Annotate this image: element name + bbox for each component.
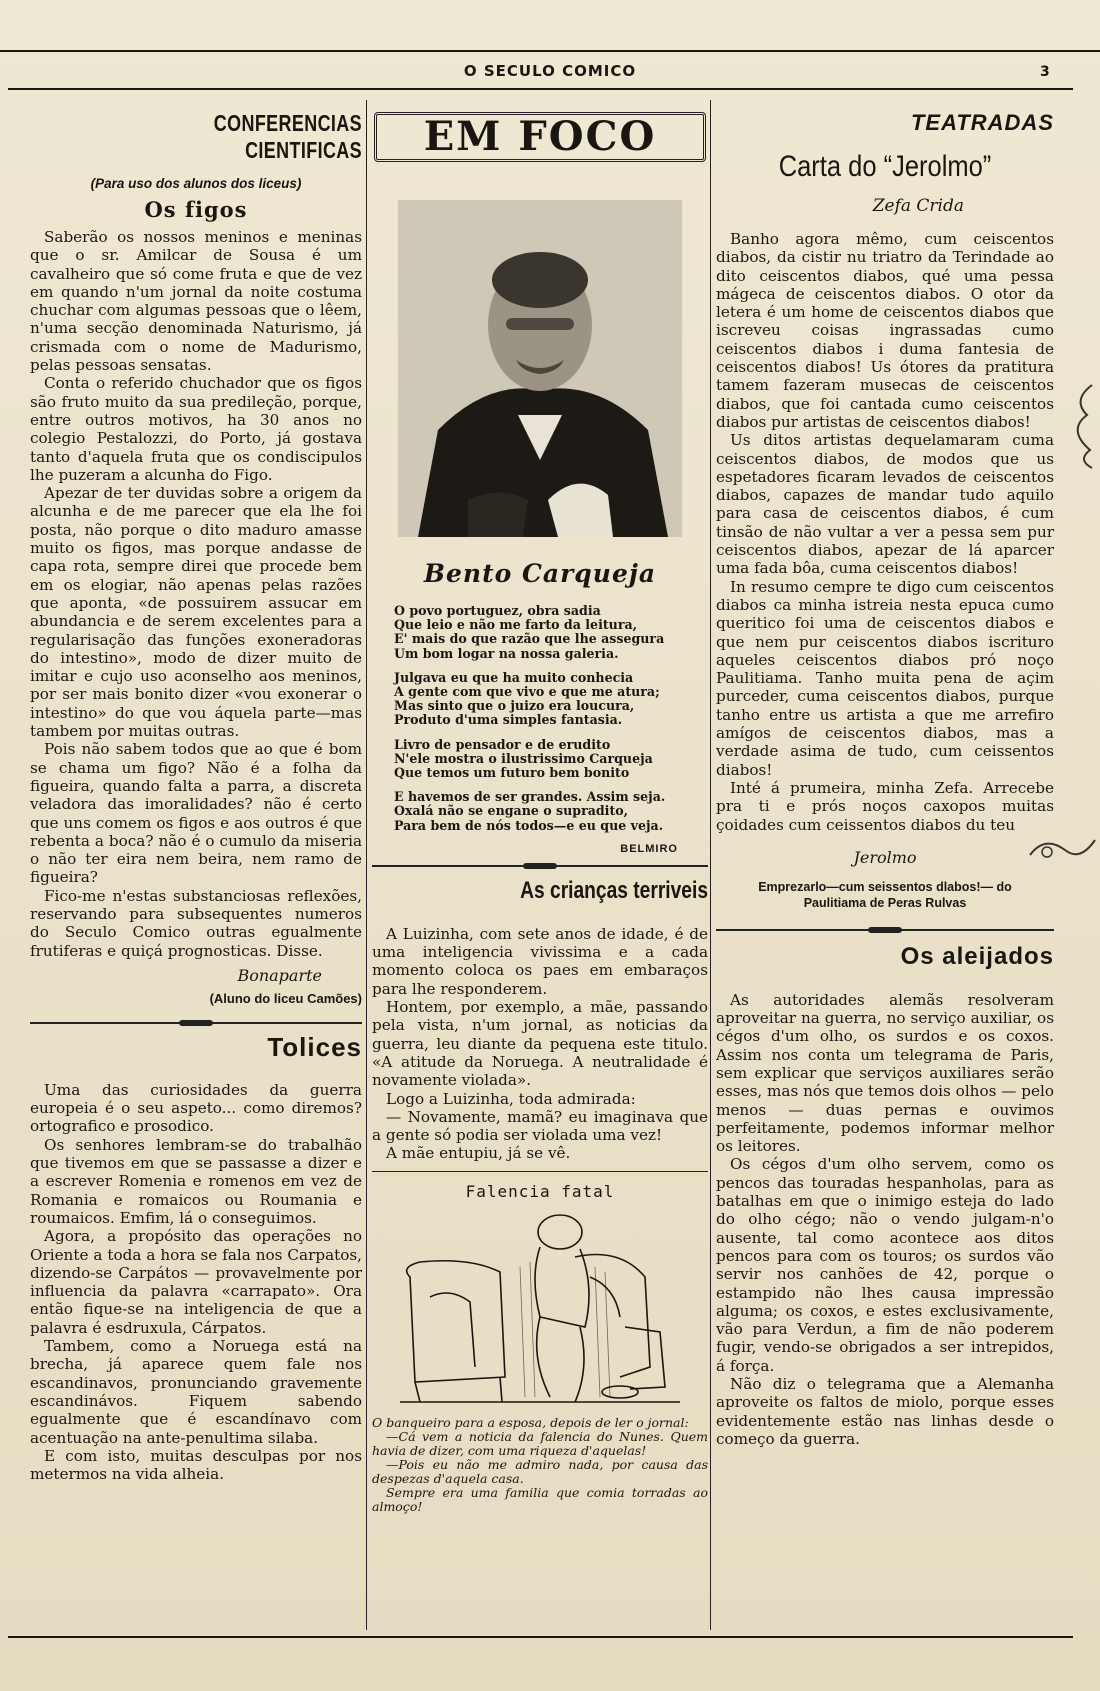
paragraph: Pois não sabem todos que ao que é bom se chama um figo? Não é a folha da figueira, quando falta a parra, a discreta veladora das imoralidades? não é certo que uns comem os figos e aos outros é que rebenta a boca? não é o cumulo da miseria o não ter eira nem beira, nem ramo de figueira? [30, 740, 362, 887]
caption-line: Sempre era uma familia que comia torradas ao almoço! [372, 1484, 708, 1514]
paragraph: E com isto, muitas desculpas por nos metermos na vida alheia. [30, 1446, 362, 1484]
paragraph: Inté á prumeira, minha Zefa. Arrecebe pra ti e prós noços caxopos muitas çoidades cum ceissentos diabos du teu [716, 778, 1054, 834]
poem-line: Que leio e não me farto da leitura, [394, 617, 638, 633]
paragraph: Saberão os nossos meninos e meninas que o sr. Amilcar de Sousa é um cavalheiro que só come fruta e que de vez em quando n'um jornal da noite costuma chuchar com algumas pessoas que o lêem, n'uma secção denominada Naturismo, já crismada com o nome de Madurismo, pelas pessoas sensatas. [30, 228, 362, 375]
column-divider-right [710, 100, 711, 1630]
section-subtitle: (Para uso dos alunos dos liceus) [90, 176, 302, 191]
signature-note: (Aluno do liceu Camões) [209, 990, 362, 1006]
signature-note: Emprezarlo—cum seissentos dlabos!— do Paulitiama de Peras Rulvas [758, 879, 1012, 910]
poem-stanza [394, 671, 708, 728]
poem-line: N'ele mostra o ilustrissimo Carqueja [394, 750, 653, 766]
poem-line: Livro de pensador e de erudito [394, 736, 611, 752]
letter-title: Carta do “Jerolmo” [778, 150, 992, 183]
section-title: CONFERENCIAS CIENTIFICAS [213, 110, 362, 163]
poem-line: A gente com que vivo e que me atura; [394, 684, 660, 700]
section-divider [30, 1022, 362, 1024]
poem-stanza [394, 738, 708, 781]
poem-line: Oxalá não se engane o supradito, [394, 803, 629, 819]
paragraph: Os cégos d'um olho servem, como os pencos das touradas hespanholas, para as batalhas em que o inimigo esteja do lado do olho cégo; não o vendo julgam-n'o ausente, tal como acontece aos ditos pencos para com os touros; os surdos vão servir nos canhões de 42, porque o estampido não lhes causa impressão alguma; os coxos, e estes exclusivamente, vão para Verdun, a fim de não poderem fugir, vendo-se obrigados a ser intrepidos, á força. [716, 1155, 1054, 1375]
poem-line: Para bem de nós todos—e eu que veja. [394, 817, 664, 833]
poem-line: E' mais do que razão que lhe assegura [394, 631, 665, 647]
poem-line: Um bom logar na nossa galeria. [394, 645, 619, 661]
poem-line: Julgava eu que ha muito conhecia [394, 669, 634, 685]
paragraph: Não diz o telegrama que a Alemanha aproveite os faltos de miolo, porque esses evidentemente estão nas linhas desde o começo da guerra. [716, 1375, 1054, 1448]
paragraph: Conta o referido chuchador que os figos são fruto muito da sua predileção, porque, entre outros motivos, ha 30 anos no colegio Pestalozzi, do Porto, já gostava tanto d'aquela fruta que os condiscipulos lhe puzeram a alcunha do Figo. [30, 374, 362, 484]
paragraph: Logo a Luizinha, toda admirada: [386, 1089, 636, 1108]
aleijados-title: Os aleijados [900, 942, 1054, 970]
paragraph: As autoridades alemãs resolveram aproveitar na guerra, no serviço auxiliar, os cégos d'um olho, os surdos e os coxos. Assim nos conta um telegrama de Paris, sem explicar que serviços auxiliares serão esses, mas nós que temos dois olhos — pelo menos — duas pernas e ouvimos perfeitamente, podemos informar melhor os leitores. [716, 990, 1054, 1156]
bottom-rule [8, 1636, 1073, 1638]
poem-line: E havemos de ser grandes. Assim seja. [394, 789, 666, 805]
caption-line: O banqueiro para a esposa, depois de ler o jornal: [372, 1414, 689, 1430]
portrait-photo [398, 200, 682, 537]
article-title: Os figos [144, 197, 248, 222]
paragraph: — Novamente, mamã? eu imaginava que a gente só podia ser violada uma vez! [372, 1107, 708, 1145]
masthead-title: O SECULO COMICO [463, 62, 637, 80]
paragraph: Agora, a propósito das operações no Oriente a toda a hora se fala nos Carpatos, dizendo-se Carpátos — provavelmente por influencia da palavra «carrapato». Ora então fique-se na inteligencia de que a palavra é esdruxula, Cárpatos. [30, 1227, 362, 1337]
paragraph: A Luizinha, com sete anos de idade, é de uma inteligencia vivissima e a cada momento coloca os paes em embaraços para lhe responderem. [372, 924, 708, 998]
banner-text: EM FOCO [423, 113, 657, 160]
paragraph: Fico-me n'estas substanciosas reflexões, reservando para subsequentes numeros do Seculo Comico outras egualmente frutiferas e quiçá prognosticas. Disse. [30, 886, 362, 960]
tolices-title: Tolices [267, 1031, 362, 1062]
poem-line: Produto d'uma simples fantasia. [394, 712, 623, 728]
paragraph: Banho agora mêmo, cum ceiscentos diabos, da cistir nu triatro da Terindade ao dito ceiscentos diabos, qué uma pessa mágeca de ceiscentos diabos. O otor da letera é um home de ceiscentos diabos que iscreveu coisas ingrassadas cumo ceiscentos diabos i duma fantesia de ceiscentos diabos! Us ótores da pratitura tamem fazeram musecas de ceiscentos diabos, que foi cantada cumo ceiscentos diabos pur artistas de ceiscentos diabos! [716, 230, 1054, 431]
paragraph: In resumo cempre te digo cum ceiscentos diabos ca minha istreia nesta epuca cumo queritico foi uma de ceiscentos diabos e que nem pur ceiscentos diabos iscrituro aqueles ceiscentos diabos pró noço Paulitiama. Tanho muita pena de açim purceder, cuma ceiscentos diabos, purque tanho entre us artista a que me arrefiro amígos de ceiscentos diabos, mas a verdade asima de tudo, cum ceissentos diabos! [716, 577, 1054, 779]
section-divider [372, 865, 708, 867]
paragraph: Us ditos artistas dequelamaram cuma ceiscentos diabos, de modos que us espetadores ficaram levados de ceiscentos diabos, capazes de mandar tudo aquilo para casa de ceiscentos diabos, é cum tinsão de não vultar a ver a pessa sem pur ceiscentos diabos, apezar de lá aparcer uma fada bôa, cuma ceiscentos diabos! [716, 431, 1054, 578]
paragraph: Tambem, como a Noruega está na brecha, já aparece quem fale nos escandinavos, pronunciando gravemente escandinávos. Fiquem sabendo egualmente que é escandínavo com acentuação na ante-penultima silaba. [30, 1337, 362, 1447]
poem-line: Que temos um futuro bem bonito [394, 765, 630, 781]
poem-author: BELMIRO [620, 842, 678, 855]
header-rule [8, 88, 1073, 90]
portrait-name: Bento Carqueja [423, 559, 657, 588]
paragraph: A mãe entupiu, já se vê. [386, 1144, 571, 1163]
signature: Bonaparte [237, 965, 322, 985]
top-border [0, 50, 1100, 52]
column-divider-left [366, 100, 367, 1630]
cartoon-drawing [390, 1207, 690, 1412]
column-left [30, 110, 362, 1483]
margin-ornament [1025, 830, 1097, 870]
cartoon-title: Falencia fatal [465, 1181, 615, 1201]
poem-stanza [394, 604, 708, 661]
paragraph: Os senhores lembram-se do trabalhão que tivemos em que se passasse a dizer e a escrever Romenia e romenos em vez de Romania e romaicos ou Roumania e roumaicos. Emfim, lá o conseguimos. [30, 1135, 362, 1227]
section-title: TEATRADAS [910, 110, 1054, 135]
caption-line: —Pois eu não me admiro nada, por causa das despezas d'aquela casa. [372, 1456, 708, 1486]
letter-signature: Jerolmo [853, 847, 917, 867]
poem-stanza [394, 790, 708, 833]
poem-line: Mas sinto que o juizo era loucura, [394, 698, 635, 714]
paragraph: Apezar de ter duvidas sobre a origem da alcunha e de me parecer que ela lhe foi posta, não porque o dito maduro amasse muito os figos, mas porque andasse de capa rota, sempre direi que procede bem em os elogiar, não apenas pelas razões que aponta, «de possuirem assucar em abundancia e de serem excelentes para a regularisação das funções exoneradoras do intestino», modo de dizer muito de imitar e cujo uso aconselho aos meninos, por ser mais bonito dizer «vou exonerar o intestino» do que vou áquela parte—mas tambem por muitas outras. [30, 484, 362, 741]
portrait-illustration [398, 200, 682, 537]
page-number: 3 [1040, 64, 1050, 80]
column-right [716, 110, 1054, 1448]
poem [372, 604, 708, 833]
column-center [372, 112, 708, 1514]
criancas-title: As crianças terriveis [520, 876, 708, 904]
paragraph: Hontem, por exemplo, a mãe, passando pela vista, n'um jornal, as noticias da guerra, leu diante da pequena este titulo. «A atitude da Noruega. A neutralidade é novamente violada». [372, 998, 708, 1090]
letter-recipient: Zefa Crida [872, 196, 964, 216]
em-foco-banner [374, 112, 706, 162]
poem-line: O povo portuguez, obra sadia [394, 603, 601, 618]
margin-ornament [1062, 380, 1098, 470]
cartoon-illustration [390, 1207, 690, 1412]
caption-line: —Cá vem a noticia da falencia do Nunes. Quem havia de dizer, com uma riqueza d'aquelas! [372, 1428, 708, 1458]
section-divider [716, 929, 1054, 931]
cartoon-caption [372, 1416, 708, 1514]
paragraph: Uma das curiosidades da guerra europeia é o seu aspeto... como diremos? ortografico e prosodico. [30, 1080, 362, 1136]
